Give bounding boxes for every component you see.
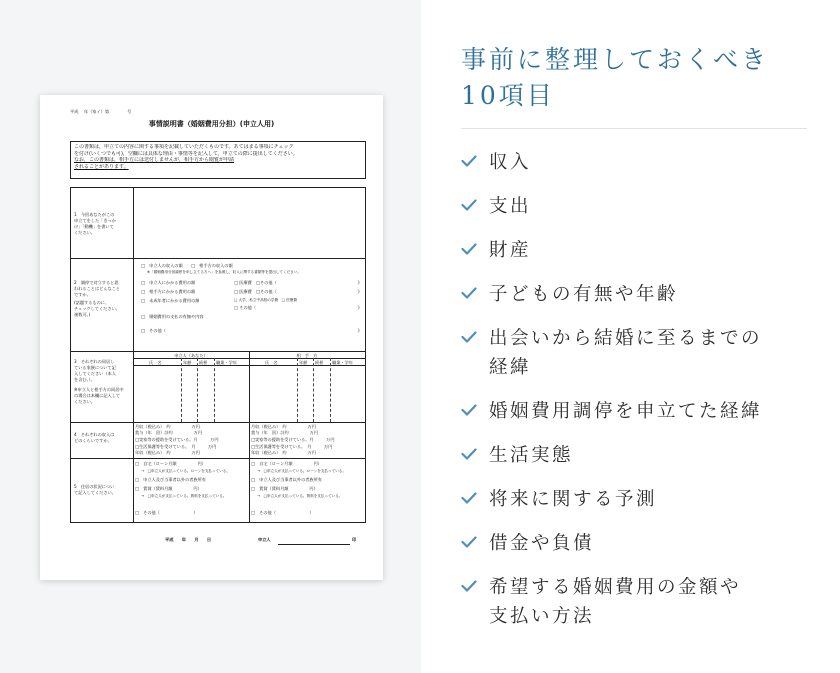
- document-title: 事情説明書（婚姻費用分担）(申立人用): [148, 120, 275, 128]
- check-icon: [461, 287, 477, 299]
- check-icon: [461, 155, 477, 167]
- check-icon: [461, 492, 477, 504]
- list-item: [461, 280, 831, 309]
- list-item: [461, 441, 831, 470]
- form-table: 1 今回あなたがこの 申立てをした「きっか け」「動機」を書いて ください。 2 調停で対立すると思 われることはどんなこと ですか。 (話題するものに、 チェックしてください。 複数可。) 3 それぞれの同居し ている家族について記 入してください（本人 を含む。）。 ※申立人と相手方の同居中 の場合は本欄に記入して ください。 4 それぞれの収入は どのくらいですか。 5 住居の状況につい て記入してください。 □ 申立人の収入の額 □ 相手方の収入の額 ※「婚姻費用分担調停を申し立てる方へ」を参照し，収入に関する書類等を提出してください。 □ 申立人にかかる費用の額 □ 相手方にかかる費用の額 □ 未成年者にかかる費用の額 □ 婚姻費用の支払の有無や内容 □ その他（ □ 医療費 □その他（ □ 医療費 □その他（ □ 大学，私立中高校の学費 □ 医療費 □ その他（ ) ) ) ) 申立人（あなた） 相 手 方 氏 名 年齢 続柄 職業・学年 氏 名 年齢 続柄 職業・学年 月収（税込み） 約 万円 賞与（年 回）計約 万円 □実家等の援助を受けている。月 万円 □生活保護等を受けている。 月 万円 年収（税込み） 約 万円 月収（税込み） 約 万円 賞与（年 回）計約 万円 □実家等の援助を受けている。月 万円 □生活保護等を受けている。 月 万円 年収（税込み） 約 万円 □ 自宅（ローン月額 円） → □申立人が支払っている。ローンを支払っている。 □ 申立人及び当事者以外の者族所有 □ 賃貸（賃料月額 円） → □申立人が支払っている。賃料を支払っている。 □ その他（ ） □ 自宅（ローン月額 円） → □申立人が支払っている。ローンを支払っている。 □ 申立人及び当事者以外の者族所有 □ 賃貸（賃料月額 円） → □申立人が支払っている。賃料を支払っている。 □ その他（ ）: [70, 187, 366, 523]
- intro-line: されることがあります。: [74, 163, 129, 170]
- checklist-heading: [461, 42, 769, 114]
- item-label: 将来に関する予測: [489, 489, 658, 510]
- list-item: [461, 236, 831, 265]
- list-item: [461, 485, 831, 514]
- heading-line: 10項目: [461, 81, 555, 110]
- item-label-continued: 支払い方法: [489, 606, 595, 627]
- intro-line: を付け(いくつでも可)，空欄には具体な理由・事情等を記入して，申立ての際に提出してください。: [74, 150, 298, 157]
- check-icon: [461, 580, 477, 592]
- intro-box: [70, 141, 366, 179]
- respondent-column-header: 相 手 方: [296, 353, 318, 358]
- check-icon: [461, 404, 477, 416]
- list-item: [461, 529, 831, 558]
- list-item: [461, 573, 831, 631]
- list-item: [461, 192, 831, 221]
- item-label: 希望する婚姻費用の金額や: [489, 577, 742, 598]
- heading-divider: [461, 128, 807, 129]
- item-label: 借金や負債: [489, 533, 595, 554]
- item-label: 収入: [489, 152, 532, 173]
- check-icon: [461, 448, 477, 460]
- applicant-column-header: 申立人（あなた）: [174, 353, 208, 358]
- item-label: 出会いから結婚に至るまでの: [489, 328, 763, 349]
- item-label: 支出: [489, 196, 532, 217]
- item-label: 子どもの有無や年齢: [489, 284, 679, 305]
- list-item: [461, 397, 831, 426]
- checklist: [461, 148, 831, 646]
- item-label-continued: 経緯: [489, 357, 532, 378]
- intro-line: なお，この書類は，相手方には送付しませんが，相手方から閲覧が申請: [74, 157, 235, 163]
- check-icon: [461, 536, 477, 548]
- checklist-panel: [421, 0, 840, 673]
- case-number-line: 平成 年（家イ）第 号: [70, 109, 132, 114]
- check-icon: [461, 243, 477, 255]
- list-item: [461, 324, 831, 382]
- heading-line: 事前に整理しておくべき: [461, 45, 770, 74]
- document-image: 平成 年（家イ）第 号 事情説明書（婚姻費用分担）(申立人用) この書類は，申立ての内容に関する事項を記載していただくものです。あてはまる事項にチェック を付け(いくつでも可)，空欄には具体な理由・事情等を記入して，申立ての際に提出してください。 なお，この書類は，相手方には送付しませんが，相手方から閲覧が申請 されることがあります。 1 今回あなたがこの 申立てをした「きっか け」「動機」を書いて ください。 2 調停で対立すると思 われることはどんなこと ですか。 (話題するものに、 チェックしてください。 複数可。) 3 それぞれの同居し ている家族について記 入してください（本人 を含む。）。 ※申立人と相手方の同居中 の場合は本欄に記入して ください。 4 それぞれの収入は どのくらいですか。 5 住居の状況につい て記入してください。 □ 申立人の収入の額 □ 相手方の収入の額 ※「婚姻費用分担調停を申し立てる方へ」を参照し，収入に関する書類等を提出してください。 □ 申立人にかかる費用の額 □ 相手方にかかる費用の額 □ 未成年者にかかる費用の額 □ 婚姻費用の支払の有無や内容 □ その他（ □ 医療費 □その他（ □ 医療費 □その他（ □ 大学，私立中高校の学費 □ 医療費 □ その他（ ) ) ) ) 申立人（あなた） 相 手 方 氏 名 年齢 続柄 職業・学年 氏 名 年齢 続柄 職業・学年 月収（税込み） 約 万円 賞与（年 回）計約 万円 □実家等の援助を受けている。月 万円 □生活保護等を受けている。 月 万円 年収（税込み） 約 万円 月収（税込み） 約 万円 賞与（年 回）計約 万円 □実家等の援助を受けている。月 万円 □生活保護等を受けている。 月 万円 年収（税込み） 約 万円 □ 自宅（ローン月額 円） → □申立人が支払っている。ローンを支払っている。 □ 申立人及び当事者以外の者族所有 □ 賃貸（賃料月額 円） → □申立人が支払っている。賃料を支払っている。 □ その他（ ） □ 自宅（ローン月額 円） → □申立人が支払っている。ローンを支払っている。 □ 申立人及び当事者以外の者族所有 □ 賃貸（賃料月額 円） → □申立人が支払っている。賃料を支払っている。 □ その他（ ） 平成 年 月 日 申立人 印: [40, 95, 383, 580]
- intro-line: この書類は，申立ての内容に関する事項を記載していただくものです。あてはまる事項にチェック: [74, 144, 294, 150]
- item-label: 生活実態: [489, 445, 574, 466]
- list-item: [461, 148, 831, 177]
- check-icon: [461, 199, 477, 211]
- check-icon: [461, 331, 477, 343]
- item-label: 財産: [489, 240, 532, 261]
- item-label: 婚姻費用調停を申立てた経緯: [489, 401, 763, 422]
